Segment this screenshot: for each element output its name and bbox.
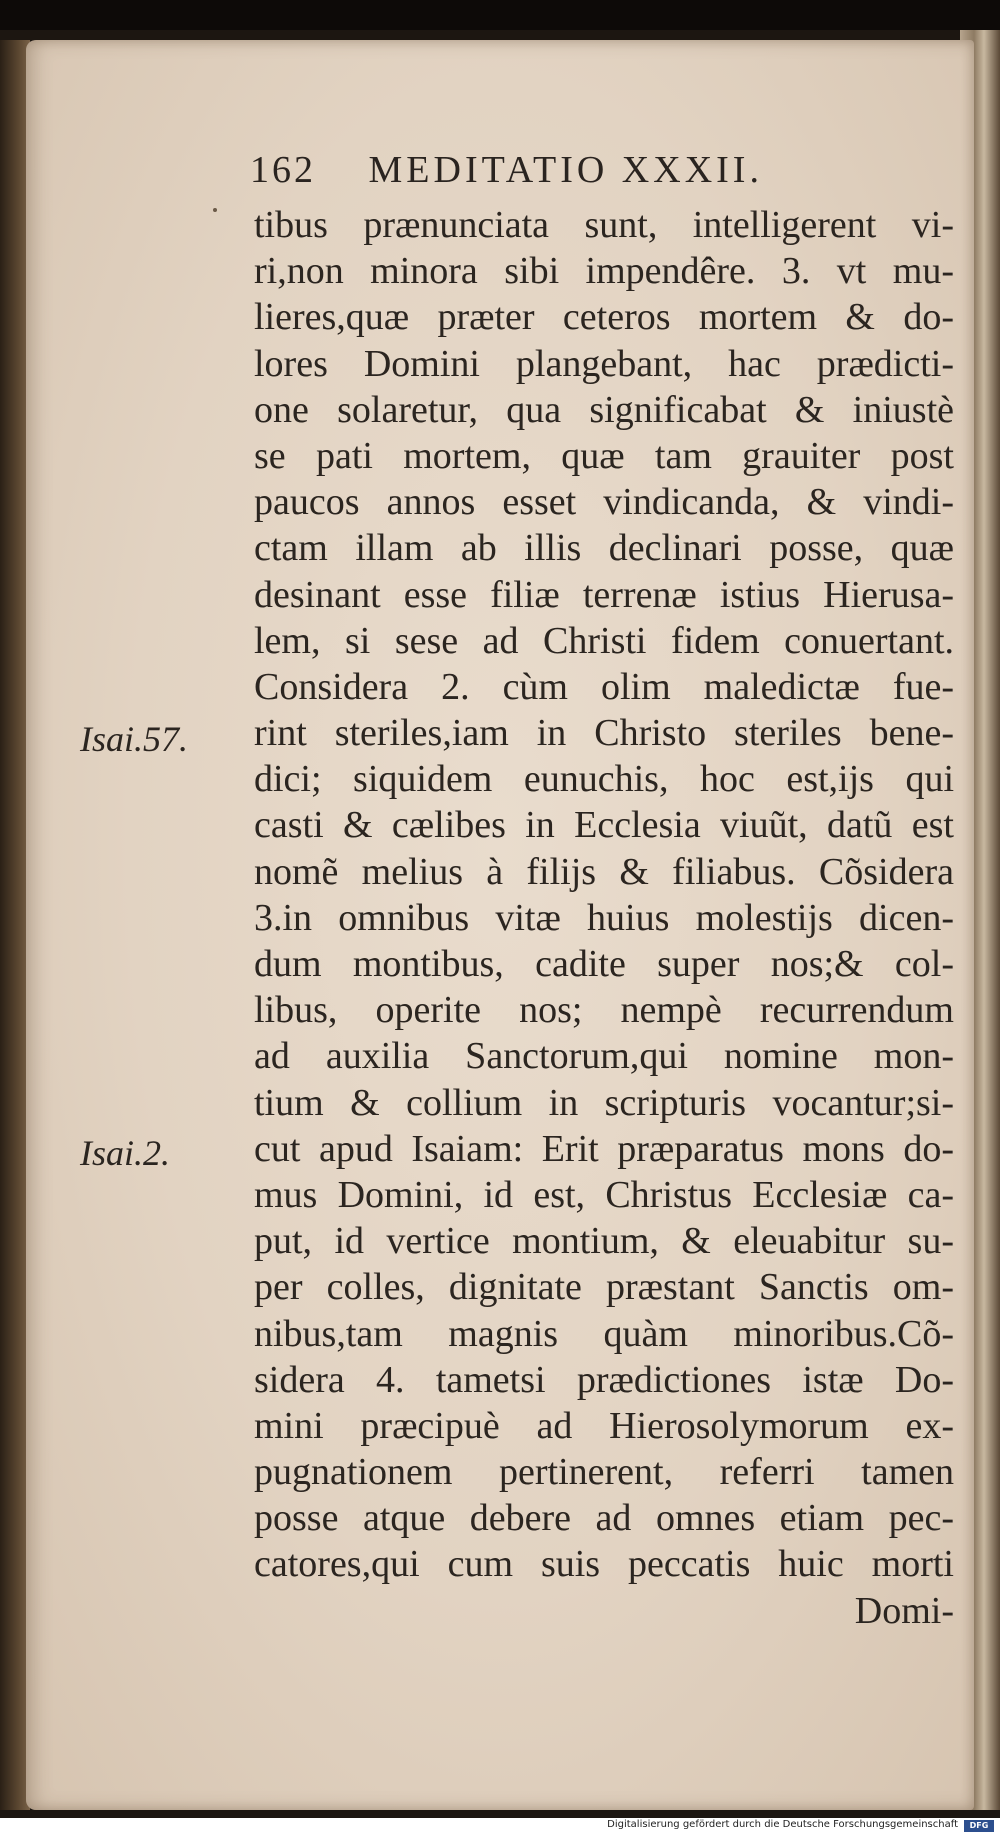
text-line: ctam illam ab illis declinari posse, quæ bbox=[254, 527, 954, 570]
text-line: libus, operite nos; nempè recurrendum bbox=[254, 989, 954, 1032]
text-line: lieres,quæ præter ceteros mortem & do- bbox=[254, 296, 954, 339]
text-line: se pati mortem, quæ tam grauiter post bbox=[254, 434, 954, 477]
text-line: tibus prænunciata sunt, intelligerent vi- bbox=[254, 204, 954, 246]
digitization-footer bbox=[0, 1818, 1000, 1834]
text-line: Considera 2. cùm olim maledictæ fue- bbox=[254, 665, 954, 708]
text-line: mus Domini, id est, Christus Ecclesiæ ca- bbox=[254, 1173, 954, 1216]
running-title: MEDITATIO XXXII. bbox=[368, 149, 763, 191]
text-line: sidera 4. tametsi prædictiones istæ Do- bbox=[254, 1358, 954, 1401]
body-text bbox=[254, 202, 954, 1634]
text-line: catores,qui cum suis peccatis huic morti bbox=[254, 1543, 954, 1586]
text-line: tium & collium in scripturis vocantur;si- bbox=[254, 1081, 954, 1124]
ink-mark bbox=[213, 208, 217, 212]
text-line: 3.in omnibus vitæ huius molestijs dicen- bbox=[254, 896, 954, 939]
catchword: Domi- bbox=[854, 1589, 954, 1632]
text-line: per colles, dignitate præstant Sanctis om- bbox=[254, 1266, 954, 1309]
text-line: one solaretur, qua significabat & iniustè bbox=[254, 388, 954, 431]
text-line: lores Domini plangebant, hac prædicti- bbox=[254, 342, 954, 385]
text-line: nibus,tam magnis quàm minoribus.Cõ- bbox=[254, 1312, 954, 1355]
text-line: casti & cælibes in Ecclesia viuũt, datũ est bbox=[254, 804, 954, 847]
text-line: dici; siquidem eunuchis, hoc est,ijs qui bbox=[254, 758, 954, 801]
funding-credit: Digitalisierung gefördert durch die Deutsche Forschungsgemeinschaft bbox=[607, 1819, 958, 1830]
text-line: posse atque debere ad omnes etiam pec- bbox=[254, 1497, 954, 1540]
text-line: rint steriles,iam in Christo steriles bene- bbox=[254, 712, 954, 755]
text-line: mini præcipuè ad Hierosolymorum ex- bbox=[254, 1404, 954, 1447]
text-line: cut apud Isaiam: Erit præparatus mons do- bbox=[254, 1127, 954, 1170]
page-number: 162 bbox=[250, 149, 316, 191]
dfg-logo: DFG bbox=[964, 1820, 994, 1832]
text-line: desinant esse filiæ terrenæ istius Hierusa- bbox=[254, 573, 954, 616]
text-line: nomẽ melius à filijs & filiabus. Cõsidera bbox=[254, 850, 954, 893]
text-line: paucos annos esset vindicanda, & vindi- bbox=[254, 481, 954, 524]
text-line: pugnationem pertinerent, referri tamen bbox=[254, 1451, 954, 1494]
running-header bbox=[250, 148, 850, 196]
text-line: put, id vertice montium, & eleuabitur su- bbox=[254, 1220, 954, 1263]
margin-note-isai-57: Isai.57. bbox=[80, 719, 188, 759]
text-line: dum montibus, cadite super nos;& col- bbox=[254, 943, 954, 985]
text-line: lem, si sese ad Christi fidem conuertant. bbox=[254, 619, 954, 662]
text-line: ri,non minora sibi impendêre. 3. vt mu- bbox=[254, 250, 954, 293]
margin-note-isai-2: Isai.2. bbox=[80, 1133, 170, 1173]
text-line: ad auxilia Sanctorum,qui nomine mon- bbox=[254, 1035, 954, 1078]
